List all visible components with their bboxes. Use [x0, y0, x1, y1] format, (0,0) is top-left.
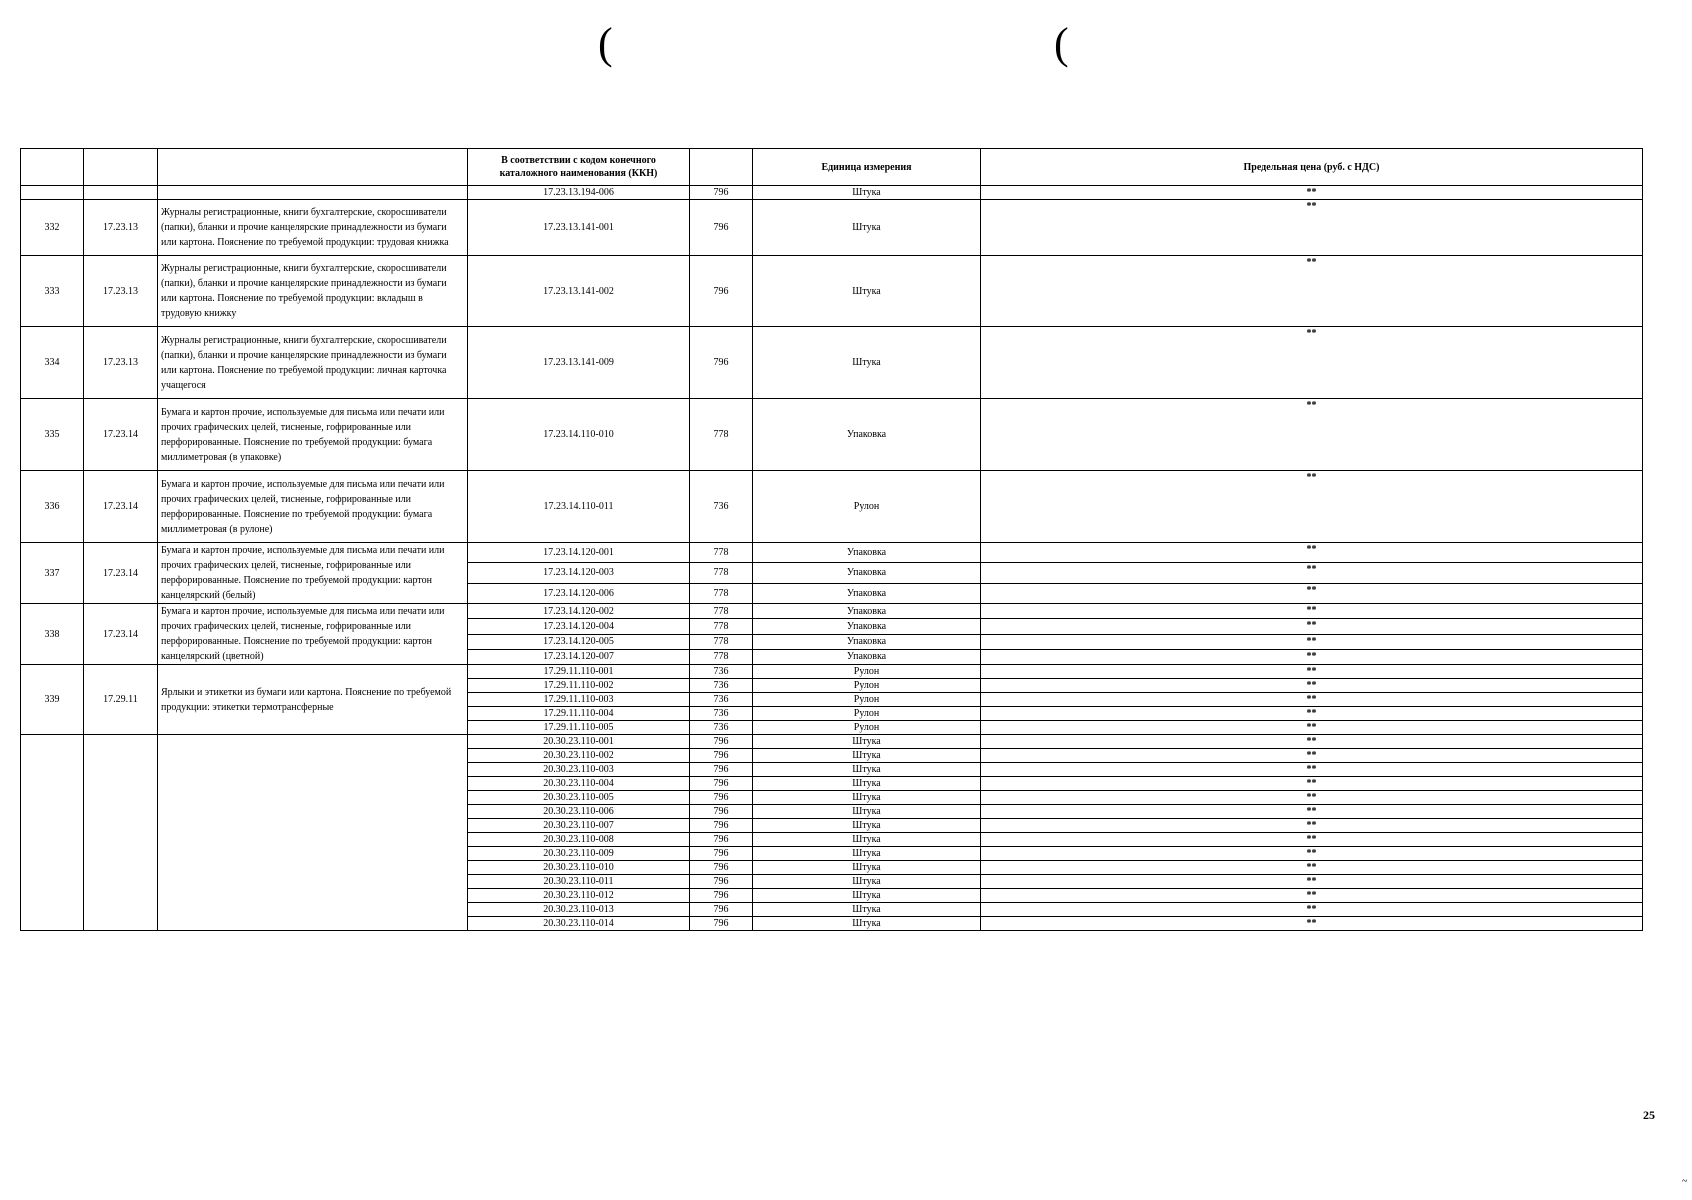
cell-kkn: 20.30.23.110-002 [468, 749, 690, 763]
table-row [21, 186, 1643, 200]
header-description [158, 149, 468, 186]
cell-kkn: 17.29.11.110-001 [468, 665, 690, 679]
cell-kkn: 17.23.13.141-002 [468, 256, 690, 327]
cell-unit: Штука [753, 889, 981, 903]
table-row [21, 604, 1643, 619]
cell-okei: 736 [690, 679, 753, 693]
cell-description: Журналы регистрационные, книги бухгалтерские, скоросшиватели (папки), бланки и прочие канцелярские принадлежности из бумаги или картона. Пояснение по требуемой продукции: вкладыш в трудовую книжку [158, 256, 468, 327]
cell-unit: Упаковка [753, 563, 981, 583]
cell-okei: 778 [690, 649, 753, 664]
cell-okpd [84, 735, 158, 931]
header-number [21, 149, 84, 186]
cell-number: 339 [21, 665, 84, 735]
cell-description [158, 186, 468, 200]
cell-okei: 796 [690, 735, 753, 749]
cell-price: ** [981, 665, 1643, 679]
cell-okei: 736 [690, 693, 753, 707]
cell-okei: 778 [690, 399, 753, 471]
header-price: Предельная цена (руб. с НДС) [981, 149, 1643, 186]
cell-unit: Штука [753, 763, 981, 777]
cell-unit: Штука [753, 735, 981, 749]
cell-price: ** [981, 749, 1643, 763]
cell-okei: 796 [690, 186, 753, 200]
cell-okei: 736 [690, 665, 753, 679]
cell-okei: 736 [690, 471, 753, 543]
header-kkn: В соответствии с кодом конечного каталожного наименования (ККН) [468, 149, 690, 186]
cell-okei: 796 [690, 847, 753, 861]
cell-okei: 796 [690, 749, 753, 763]
cell-kkn: 17.23.14.110-010 [468, 399, 690, 471]
cell-price: ** [981, 917, 1643, 931]
table-row [21, 200, 1643, 256]
cell-number: 332 [21, 200, 84, 256]
table-row [21, 543, 1643, 563]
cell-okei: 736 [690, 721, 753, 735]
cell-okei: 796 [690, 256, 753, 327]
cell-description: Бумага и картон прочие, используемые для письма или печати или прочих графических целей, тисненые, гофрированные или перфорированные. Пояснение по требуемой продукции: картон канцелярский (белый) [158, 543, 468, 604]
cell-kkn: 20.30.23.110-014 [468, 917, 690, 931]
cell-kkn: 17.23.14.120-002 [468, 604, 690, 619]
cell-okpd: 17.23.14 [84, 471, 158, 543]
cell-price: ** [981, 634, 1643, 649]
cell-price: ** [981, 200, 1643, 256]
cell-unit: Рулон [753, 471, 981, 543]
cell-price: ** [981, 543, 1643, 563]
cell-okei: 796 [690, 819, 753, 833]
cell-kkn: 20.30.23.110-012 [468, 889, 690, 903]
cell-unit: Штука [753, 819, 981, 833]
cell-unit: Штука [753, 917, 981, 931]
cell-unit: Штука [753, 200, 981, 256]
cell-price: ** [981, 763, 1643, 777]
cell-price: ** [981, 847, 1643, 861]
cell-unit: Упаковка [753, 634, 981, 649]
cell-okei: 796 [690, 861, 753, 875]
cell-kkn: 17.23.14.120-004 [468, 619, 690, 634]
cell-unit: Рулон [753, 665, 981, 679]
cell-price: ** [981, 707, 1643, 721]
cell-kkn: 17.23.13.141-009 [468, 327, 690, 399]
cell-price: ** [981, 833, 1643, 847]
cell-okpd: 17.23.13 [84, 327, 158, 399]
price-table [20, 148, 1643, 931]
cell-number: 334 [21, 327, 84, 399]
cell-price: ** [981, 679, 1643, 693]
cell-number: 335 [21, 399, 84, 471]
table-row [21, 256, 1643, 327]
cell-price: ** [981, 256, 1643, 327]
cell-price: ** [981, 777, 1643, 791]
cell-number [21, 735, 84, 931]
cell-okei: 778 [690, 634, 753, 649]
table-row [21, 735, 1643, 749]
cell-kkn: 17.23.13.194-006 [468, 186, 690, 200]
cell-price: ** [981, 721, 1643, 735]
cell-kkn: 20.30.23.110-007 [468, 819, 690, 833]
cell-unit: Штука [753, 805, 981, 819]
cell-price: ** [981, 889, 1643, 903]
cell-okei: 796 [690, 903, 753, 917]
cell-kkn: 17.23.14.120-005 [468, 634, 690, 649]
cell-unit: Штука [753, 791, 981, 805]
cell-price: ** [981, 583, 1643, 603]
cell-unit: Рулон [753, 679, 981, 693]
cell-number: 336 [21, 471, 84, 543]
cell-price: ** [981, 186, 1643, 200]
cell-price: ** [981, 327, 1643, 399]
cell-unit: Штука [753, 327, 981, 399]
cell-unit: Рулон [753, 721, 981, 735]
cell-okpd [84, 186, 158, 200]
page-number: 25 [1643, 1108, 1655, 1122]
cell-unit: Штука [753, 777, 981, 791]
cell-okpd: 17.23.14 [84, 399, 158, 471]
cell-okei: 796 [690, 875, 753, 889]
cell-kkn: 20.30.23.110-001 [468, 735, 690, 749]
cell-price: ** [981, 604, 1643, 619]
cell-price: ** [981, 875, 1643, 889]
cell-okpd: 17.23.14 [84, 543, 158, 604]
cell-price: ** [981, 819, 1643, 833]
cell-price: ** [981, 735, 1643, 749]
cell-description: Бумага и картон прочие, используемые для письма или печати или прочих графических целей, тисненые, гофрированные или перфорированные. Пояснение по требуемой продукции: картон канцелярский (цветной) [158, 604, 468, 665]
table-row [21, 471, 1643, 543]
cell-kkn: 20.30.23.110-013 [468, 903, 690, 917]
cell-unit: Упаковка [753, 649, 981, 664]
cell-okei: 778 [690, 563, 753, 583]
cell-okpd: 17.29.11 [84, 665, 158, 735]
cell-price: ** [981, 861, 1643, 875]
cell-unit: Штука [753, 833, 981, 847]
cell-okei: 778 [690, 543, 753, 563]
table-row [21, 665, 1643, 679]
cell-price: ** [981, 619, 1643, 634]
cell-description: Журналы регистрационные, книги бухгалтерские, скоросшиватели (папки), бланки и прочие канцелярские принадлежности из бумаги или картона. Пояснение по требуемой продукции: трудовая книжка [158, 200, 468, 256]
header-okei [690, 149, 753, 186]
cell-description: Бумага и картон прочие, используемые для письма или печати или прочих графических целей, тисненые, гофрированные или перфорированные. Пояснение по требуемой продукции: бумага миллиметровая (в упаковке) [158, 399, 468, 471]
cell-number: 337 [21, 543, 84, 604]
cell-kkn: 20.30.23.110-006 [468, 805, 690, 819]
cell-kkn: 17.23.14.120-001 [468, 543, 690, 563]
cell-okei: 736 [690, 707, 753, 721]
cell-number: 333 [21, 256, 84, 327]
cell-okpd: 17.23.13 [84, 200, 158, 256]
cell-kkn: 17.29.11.110-002 [468, 679, 690, 693]
cell-price: ** [981, 649, 1643, 664]
cell-okpd: 17.23.13 [84, 256, 158, 327]
cell-kkn: 17.29.11.110-003 [468, 693, 690, 707]
cell-number [21, 186, 84, 200]
cell-description: Журналы регистрационные, книги бухгалтерские, скоросшиватели (папки), бланки и прочие канцелярские принадлежности из бумаги или картона. Пояснение по требуемой продукции: личная карточка учащегося [158, 327, 468, 399]
cell-kkn: 20.30.23.110-008 [468, 833, 690, 847]
cell-price: ** [981, 399, 1643, 471]
cell-price: ** [981, 791, 1643, 805]
cell-unit: Штука [753, 903, 981, 917]
cell-okei: 778 [690, 604, 753, 619]
header-row [21, 149, 1643, 186]
cell-unit: Упаковка [753, 583, 981, 603]
cell-okpd: 17.23.14 [84, 604, 158, 665]
cell-okei: 796 [690, 833, 753, 847]
header-okpd [84, 149, 158, 186]
cell-unit: Упаковка [753, 604, 981, 619]
cell-kkn: 17.23.14.120-007 [468, 649, 690, 664]
cell-okei: 796 [690, 889, 753, 903]
cell-price: ** [981, 903, 1643, 917]
cell-description: Ярлыки и этикетки из бумаги или картона. Пояснение по требуемой продукции: этикетки термотрансферные [158, 665, 468, 735]
scan-mark-right: ( [1054, 19, 1069, 68]
cell-kkn: 20.30.23.110-004 [468, 777, 690, 791]
corner-mark: ~ [1682, 1176, 1688, 1187]
cell-okei: 796 [690, 805, 753, 819]
cell-kkn: 20.30.23.110-011 [468, 875, 690, 889]
cell-kkn: 17.23.13.141-001 [468, 200, 690, 256]
cell-unit: Штука [753, 749, 981, 763]
cell-price: ** [981, 471, 1643, 543]
cell-unit: Упаковка [753, 619, 981, 634]
cell-kkn: 17.29.11.110-004 [468, 707, 690, 721]
cell-kkn: 17.23.14.120-003 [468, 563, 690, 583]
cell-kkn: 17.23.14.110-011 [468, 471, 690, 543]
cell-unit: Упаковка [753, 543, 981, 563]
cell-price: ** [981, 805, 1643, 819]
scan-mark-left: ( [598, 19, 613, 68]
cell-unit: Штука [753, 875, 981, 889]
cell-unit: Упаковка [753, 399, 981, 471]
cell-number: 338 [21, 604, 84, 665]
cell-kkn: 17.23.14.120-006 [468, 583, 690, 603]
cell-okei: 796 [690, 777, 753, 791]
cell-description [158, 735, 468, 931]
cell-kkn: 20.30.23.110-010 [468, 861, 690, 875]
cell-okei: 778 [690, 619, 753, 634]
cell-unit: Штука [753, 186, 981, 200]
cell-kkn: 20.30.23.110-009 [468, 847, 690, 861]
cell-unit: Рулон [753, 707, 981, 721]
header-unit: Единица измерения [753, 149, 981, 186]
cell-okei: 796 [690, 327, 753, 399]
cell-okei: 796 [690, 200, 753, 256]
cell-unit: Штука [753, 861, 981, 875]
cell-okei: 778 [690, 583, 753, 603]
cell-kkn: 20.30.23.110-003 [468, 763, 690, 777]
table-row [21, 327, 1643, 399]
cell-okei: 796 [690, 917, 753, 931]
cell-kkn: 20.30.23.110-005 [468, 791, 690, 805]
cell-unit: Рулон [753, 693, 981, 707]
cell-price: ** [981, 563, 1643, 583]
cell-price: ** [981, 693, 1643, 707]
cell-okei: 796 [690, 791, 753, 805]
cell-unit: Штука [753, 847, 981, 861]
cell-okei: 796 [690, 763, 753, 777]
table-body [21, 186, 1643, 931]
cell-unit: Штука [753, 256, 981, 327]
cell-kkn: 17.29.11.110-005 [468, 721, 690, 735]
table-row [21, 399, 1643, 471]
cell-description: Бумага и картон прочие, используемые для письма или печати или прочих графических целей, тисненые, гофрированные или перфорированные. Пояснение по требуемой продукции: бумага миллиметровая (в рулоне) [158, 471, 468, 543]
